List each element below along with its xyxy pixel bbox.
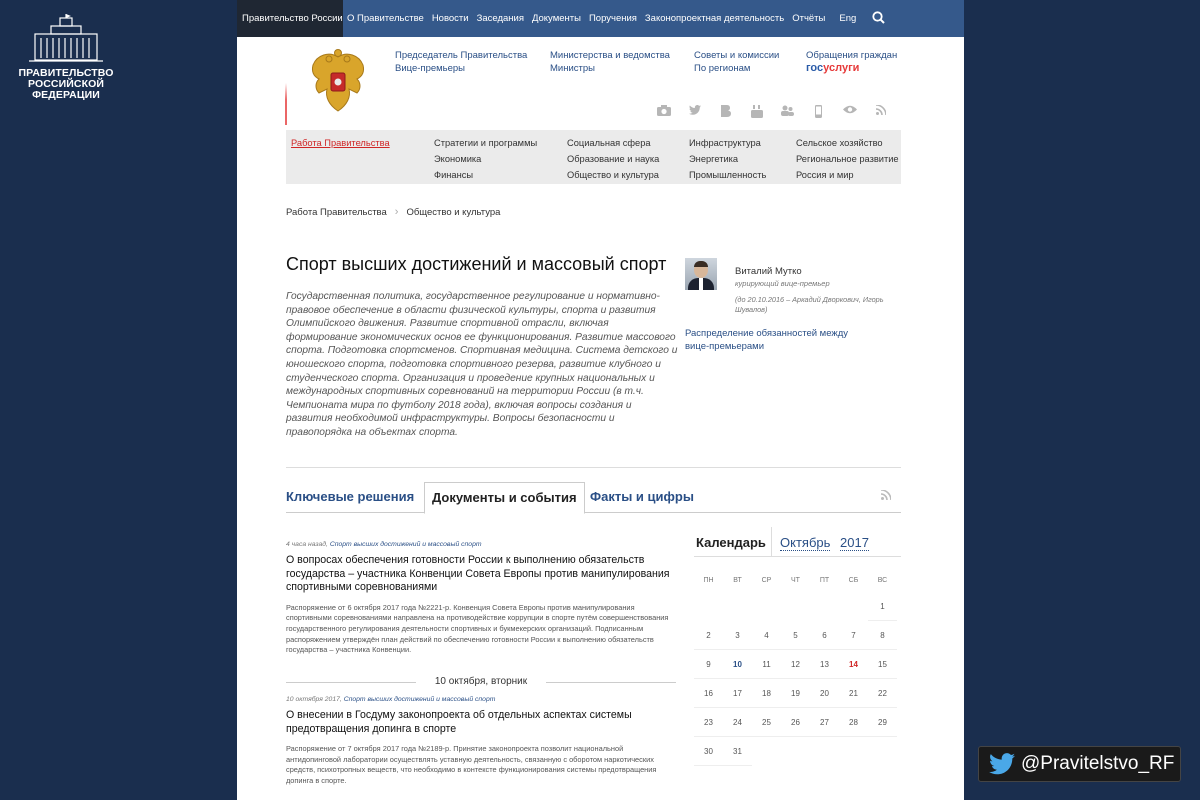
weekday-label: ПТ <box>819 577 830 584</box>
weekday-label: ВТ <box>733 577 742 584</box>
calendar-grid <box>694 592 901 766</box>
mobile-icon[interactable] <box>803 105 834 121</box>
category-item[interactable]: Социальная сфера <box>567 138 651 148</box>
vkontakte-icon[interactable] <box>710 105 741 121</box>
calendar-day[interactable]: 20 <box>810 679 839 708</box>
calendar-day[interactable]: 4 <box>752 621 781 650</box>
users-icon[interactable] <box>772 105 803 121</box>
category-item[interactable]: Промышленность <box>689 170 767 180</box>
rss-icon[interactable] <box>881 490 891 503</box>
nav-about-government[interactable]: О Правительстве <box>347 13 424 24</box>
calendar-day[interactable]: 6 <box>810 621 839 650</box>
nav-meetings[interactable]: Заседания <box>476 13 524 24</box>
calendar-empty-cell <box>839 592 868 621</box>
day-separator <box>286 676 676 688</box>
header-links-col3 <box>694 49 779 75</box>
calendar-empty-cell <box>839 737 868 766</box>
link-chairman[interactable]: Председатель Правительства <box>395 50 528 61</box>
calendar-day[interactable]: 13 <box>810 650 839 679</box>
link-vice-premiers[interactable]: Вице-премьеры <box>395 63 466 74</box>
gosuslugi-logo[interactable] <box>806 62 897 75</box>
site-header <box>237 37 964 130</box>
calendar-day[interactable]: 24 <box>723 708 752 737</box>
news-title[interactable]: О внесении в Госдуму законопроекта об отдельных аспектах системы предотвращения допинга в спорте <box>286 709 632 735</box>
news-meta <box>286 541 676 548</box>
nav-news[interactable]: Новости <box>431 13 469 24</box>
decorative-stripe <box>285 83 287 125</box>
calendar-day[interactable]: 16 <box>694 679 723 708</box>
nav-government-russia[interactable]: Правительство России <box>237 0 343 37</box>
category-item[interactable]: Стратегии и программы <box>434 138 538 148</box>
header-links-col4 <box>806 49 897 75</box>
page-container <box>237 0 964 800</box>
category-item[interactable]: Образование и наука <box>567 154 660 164</box>
nav-documents[interactable]: Документы <box>531 13 581 24</box>
calendar-day[interactable]: 29 <box>868 708 897 737</box>
calendar-day[interactable]: 27 <box>810 708 839 737</box>
calendar-empty-cell <box>810 737 839 766</box>
calendar-week <box>694 708 901 737</box>
calendar-day[interactable]: 8 <box>868 621 897 650</box>
calendar-day[interactable]: 5 <box>781 621 810 650</box>
category-item[interactable]: Финансы <box>434 170 474 180</box>
calendar-empty-cell <box>723 592 752 621</box>
link-ministries[interactable]: Министерства и ведомства <box>550 50 670 61</box>
category-item[interactable]: Энергетика <box>689 154 739 164</box>
search-icon[interactable] <box>872 11 885 27</box>
calendar-day[interactable]: 9 <box>694 650 723 679</box>
camera-icon[interactable] <box>648 105 679 121</box>
link-ministers[interactable]: Министры <box>550 63 595 74</box>
calendar <box>694 527 901 766</box>
eye-icon[interactable] <box>834 105 865 121</box>
weekday-label: ПН <box>703 577 714 584</box>
content-tabs <box>286 482 901 513</box>
news-time: 10 октября 2017, <box>286 696 342 703</box>
calendar-week <box>694 650 901 679</box>
calendar-day[interactable]: 28 <box>839 708 868 737</box>
calendar-week <box>694 592 901 621</box>
curator-name[interactable]: Виталий Мутко <box>735 266 802 277</box>
calendar-day[interactable]: 11 <box>752 650 781 679</box>
calendar-day[interactable]: 31 <box>723 737 752 766</box>
breadcrumb-item-1[interactable]: Работа Правительства <box>286 206 387 218</box>
tab-facts-figures[interactable]: Факты и цифры <box>590 489 694 504</box>
nav-english[interactable]: Eng <box>839 13 857 24</box>
weekday-label: СР <box>761 577 772 584</box>
link-councils[interactable]: Советы и комиссии <box>694 50 780 61</box>
calendar-day[interactable]: 18 <box>752 679 781 708</box>
calendar-day[interactable]: 23 <box>694 708 723 737</box>
category-item[interactable]: Инфраструктура <box>689 138 761 148</box>
news-item <box>286 696 676 787</box>
calendar-week <box>694 679 901 708</box>
calendar-empty-cell <box>752 737 781 766</box>
top-navigation <box>237 0 964 37</box>
news-time: 4 часа назад, <box>286 541 328 548</box>
calendar-week <box>694 621 901 650</box>
calendar-day[interactable]: 12 <box>781 650 810 679</box>
twitter-handle-text: @Pravitelstvo_RF <box>1021 753 1175 774</box>
brand-line-2: РОССИЙСКОЙ <box>28 78 104 90</box>
calendar-day[interactable]: 19 <box>781 679 810 708</box>
calendar-day[interactable]: 25 <box>752 708 781 737</box>
chevron-right-icon: › <box>394 206 399 218</box>
header-links-col1 <box>395 49 527 75</box>
gosuslugi-part-1: гос <box>806 62 824 74</box>
calendar-day[interactable]: 14 <box>839 650 868 679</box>
calendar-year-select[interactable]: 2017 <box>840 535 869 550</box>
nav-legislative-activity[interactable]: Законопроектная деятельность <box>644 13 785 24</box>
brand-line-3: ФЕДЕРАЦИИ <box>32 89 100 101</box>
category-government-work[interactable]: Работа Правительства <box>291 138 390 148</box>
calendar-day[interactable]: 26 <box>781 708 810 737</box>
news-tag[interactable]: Спорт высших достижений и массовый спорт <box>329 541 482 548</box>
youtube-icon[interactable] <box>741 105 772 121</box>
government-building-icon <box>27 14 105 62</box>
calendar-day[interactable]: 1 <box>868 592 897 621</box>
day-separator-text: 10 октября, вторник <box>434 676 528 687</box>
calendar-empty-cell <box>694 592 723 621</box>
calendar-day[interactable]: 15 <box>868 650 897 679</box>
calendar-day[interactable]: 21 <box>839 679 868 708</box>
calendar-empty-cell <box>781 592 810 621</box>
page-title: Спорт высших достижений и массовый спорт <box>286 254 667 274</box>
curator-role: курирующий вице-премьер <box>735 279 830 288</box>
news-body: Распоряжение от 7 октября 2017 года №2189-р. Принятие законопроекта позволит национальной антидопинговой лаборатории осуществлять уставную деятельность, связанную с оборотом наркотических средств, психотропных веществ, что необходимо в контексте функционирования системы предотвращения допинга в спорте. <box>286 744 657 786</box>
calendar-month-select[interactable]: Октябрь <box>780 535 831 550</box>
avatar[interactable] <box>685 258 717 290</box>
news-meta <box>286 696 676 703</box>
duties-distribution-link[interactable]: Распределение обязанностей между вице-премьерами <box>685 328 849 352</box>
calendar-empty-cell <box>781 737 810 766</box>
calendar-day[interactable]: 7 <box>839 621 868 650</box>
calendar-day[interactable]: 2 <box>694 621 723 650</box>
tab-documents-events[interactable]: Документы и события <box>424 482 585 514</box>
brand-line-1: ПРАВИТЕЛЬСТВО <box>18 67 114 79</box>
calendar-day[interactable]: 30 <box>694 737 723 766</box>
nav-instructions[interactable]: Поручения <box>588 13 637 24</box>
calendar-header <box>694 527 901 557</box>
government-logo[interactable] <box>14 14 118 101</box>
calendar-day[interactable]: 17 <box>723 679 752 708</box>
category-item[interactable]: Экономика <box>434 154 482 164</box>
weekday-label: ЧТ <box>791 577 800 584</box>
category-item[interactable]: Общество и культура <box>567 170 659 180</box>
nav-reports[interactable]: Отчёты <box>792 13 826 24</box>
calendar-label: Календарь <box>696 535 766 550</box>
tab-key-decisions[interactable]: Ключевые решения <box>286 489 415 504</box>
twitter-icon[interactable] <box>679 105 710 121</box>
calendar-empty-cell <box>752 592 781 621</box>
category-item[interactable]: Региональное развитие <box>796 154 899 164</box>
calendar-day[interactable]: 22 <box>868 679 897 708</box>
lead-description: Государственная политика, государственное регулирование и нормативно-правовое обеспечение в области физической культуры, спорта и развития Олимпийского движения. Развитие спортивной отрасли, включая формирование экономических основ ее функционирования. Развитие массового спорта. Подготовка спортсменов. Спортивная медицина. Система детского и юношеского спорта, подготовка спортивного резерва, развитие клубного и студенческого спорта. Организация и проведение крупных национальных и международных спортивных соревнований на территории России (в т.ч. Чемпионата мира по футболу 2018 года), включая вопросы создания и развития необходимой инфраструктуры. Вопросы безопасности и правопорядка на объектах спорта. <box>286 291 678 438</box>
calendar-day[interactable]: 10 <box>723 650 752 679</box>
calendar-week <box>694 737 901 766</box>
social-links <box>648 105 896 121</box>
coat-of-arms-icon[interactable] <box>307 49 369 120</box>
weekday-label: СБ <box>848 577 859 584</box>
weekday-label: ВС <box>877 577 888 584</box>
calendar-empty-cell <box>868 737 897 766</box>
news-body: Распоряжение от 6 октября 2017 года №2221-р. Конвенция Совета Европы против манипулирования спортивными соревнованиями направлена на противодействие коррупции в спорте путём совершенствования государственного регулирования деятельности спортивных и букмекерских организаций. Подписанным распоряжением утверждён план действий по обеспечению готовности России к выполнению обязательств государства – участника Конвенции. <box>286 602 669 655</box>
calendar-empty-cell <box>810 592 839 621</box>
section-divider <box>286 467 901 468</box>
gosuslugi-part-2: услуги <box>823 62 860 74</box>
category-item[interactable]: Россия и мир <box>796 170 854 180</box>
link-regions[interactable]: По регионам <box>694 63 751 74</box>
twitter-handle-badge[interactable] <box>978 746 1181 782</box>
news-item <box>286 541 676 656</box>
breadcrumb <box>286 206 500 218</box>
rss-icon[interactable] <box>865 105 896 121</box>
category-menu <box>286 130 901 184</box>
news-tag[interactable]: Спорт высших достижений и массовый спорт <box>343 696 496 703</box>
calendar-weekdays <box>694 577 901 584</box>
calendar-day[interactable]: 3 <box>723 621 752 650</box>
category-item[interactable]: Сельское хозяйство <box>796 138 883 148</box>
twitter-bird-icon <box>989 753 1015 775</box>
breadcrumb-item-2[interactable]: Общество и культура <box>406 206 501 218</box>
curator-note: (до 20.10.2016 – Аркадий Дворкович, Игорь Шувалов) <box>735 295 884 314</box>
news-title[interactable]: О вопросах обеспечения готовности России к выполнению обязательств государства – участника Конвенции Совета Европы против манипулирования спортивными соревнованиями <box>286 554 670 593</box>
header-links-col2 <box>550 49 670 75</box>
link-citizen-appeals[interactable]: Обращения граждан <box>806 50 898 61</box>
